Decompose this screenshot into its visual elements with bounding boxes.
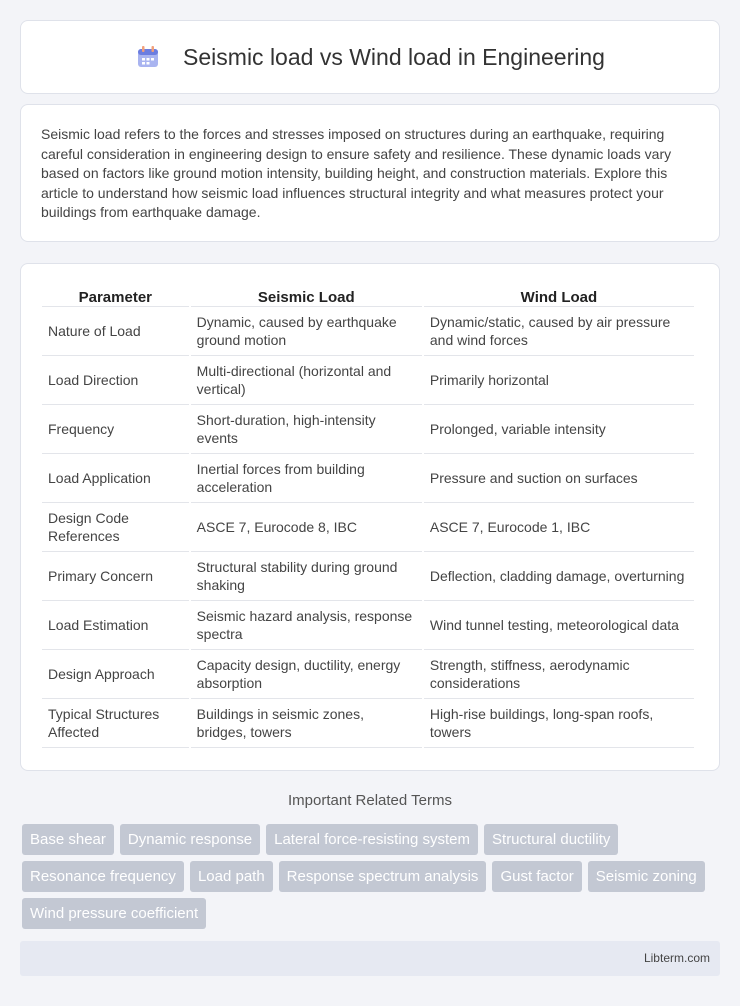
table-cell: Load Direction — [42, 356, 189, 405]
table-cell: Dynamic/static, caused by air pressure and wind forces — [424, 307, 694, 356]
title-card — [20, 20, 720, 94]
column-header-wind-load: Wind Load — [424, 282, 694, 307]
table-cell: Primary Concern — [42, 552, 189, 601]
table-cell: Frequency — [42, 405, 189, 454]
table-cell: Prolonged, variable intensity — [424, 405, 694, 454]
related-term-tag[interactable]: Dynamic response — [120, 824, 260, 855]
table-cell: Inertial forces from building acceleration — [191, 454, 422, 503]
related-term-tag[interactable]: Lateral force-resisting system — [266, 824, 478, 855]
related-term-tag[interactable]: Structural ductility — [484, 824, 618, 855]
related-terms-list — [22, 824, 722, 935]
related-term-tag[interactable]: Base shear — [22, 824, 114, 855]
table-row — [42, 699, 694, 748]
table-row — [42, 503, 694, 552]
comparison-table — [40, 282, 696, 748]
table-cell: Primarily horizontal — [424, 356, 694, 405]
calendar-icon — [135, 44, 161, 70]
footer-site-link[interactable]: Libterm.com — [643, 951, 710, 965]
table-cell: ASCE 7, Eurocode 8, IBC — [191, 503, 422, 552]
table-cell: Typical Structures Affected — [42, 699, 189, 748]
related-term-tag[interactable]: Load path — [190, 861, 273, 892]
table-cell: Buildings in seismic zones, bridges, towers — [191, 699, 422, 748]
table-row — [42, 405, 694, 454]
related-terms-heading: Important Related Terms — [288, 792, 452, 809]
table-cell: Dynamic, caused by earthquake ground motion — [191, 307, 422, 356]
table-cell: Seismic hazard analysis, response spectra — [191, 601, 422, 650]
page-title: Seismic load vs Wind load in Engineering — [183, 43, 605, 70]
table-row — [42, 650, 694, 699]
comparison-table-card — [20, 263, 720, 771]
table-cell: Pressure and suction on surfaces — [424, 454, 694, 503]
table-cell: Multi-directional (horizontal and vertical) — [191, 356, 422, 405]
footer — [20, 941, 720, 976]
table-row — [42, 601, 694, 650]
table-row — [42, 356, 694, 405]
column-header-seismic-load: Seismic Load — [191, 282, 422, 307]
related-term-tag[interactable]: Resonance frequency — [22, 861, 184, 892]
table-cell: Strength, stiffness, aerodynamic considerations — [424, 650, 694, 699]
table-cell: Nature of Load — [42, 307, 189, 356]
table-row — [42, 552, 694, 601]
table-cell: Design Approach — [42, 650, 189, 699]
table-cell: Load Estimation — [42, 601, 189, 650]
related-term-tag[interactable]: Gust factor — [492, 861, 581, 892]
intro-card — [20, 104, 720, 242]
table-cell: Deflection, cladding damage, overturning — [424, 552, 694, 601]
table-row — [42, 454, 694, 503]
table-cell: ASCE 7, Eurocode 1, IBC — [424, 503, 694, 552]
table-cell: Structural stability during ground shaking — [191, 552, 422, 601]
table-cell: Wind tunnel testing, meteorological data — [424, 601, 694, 650]
table-cell: Design Code References — [42, 503, 189, 552]
intro-paragraph: Seismic load refers to the forces and stresses imposed on structures during an earthquake, requiring careful consideration in engineering design to ensure safety and resilience. These dynamic loads vary based on factors like ground motion intensity, building height, and construction materials. Explore this article to understand how seismic load influences structural integrity and what measures protect your buildings from earthquake damage. — [41, 126, 672, 221]
column-header-parameter: Parameter — [42, 282, 189, 307]
table-cell: Capacity design, ductility, energy absorption — [191, 650, 422, 699]
table-cell: High-rise buildings, long-span roofs, towers — [424, 699, 694, 748]
related-term-tag[interactable]: Seismic zoning — [588, 861, 705, 892]
table-cell: Short-duration, high-intensity events — [191, 405, 422, 454]
table-row — [42, 307, 694, 356]
table-header-row — [42, 282, 694, 307]
related-term-tag[interactable]: Wind pressure coefficient — [22, 898, 206, 929]
related-term-tag[interactable]: Response spectrum analysis — [279, 861, 487, 892]
table-cell: Load Application — [42, 454, 189, 503]
